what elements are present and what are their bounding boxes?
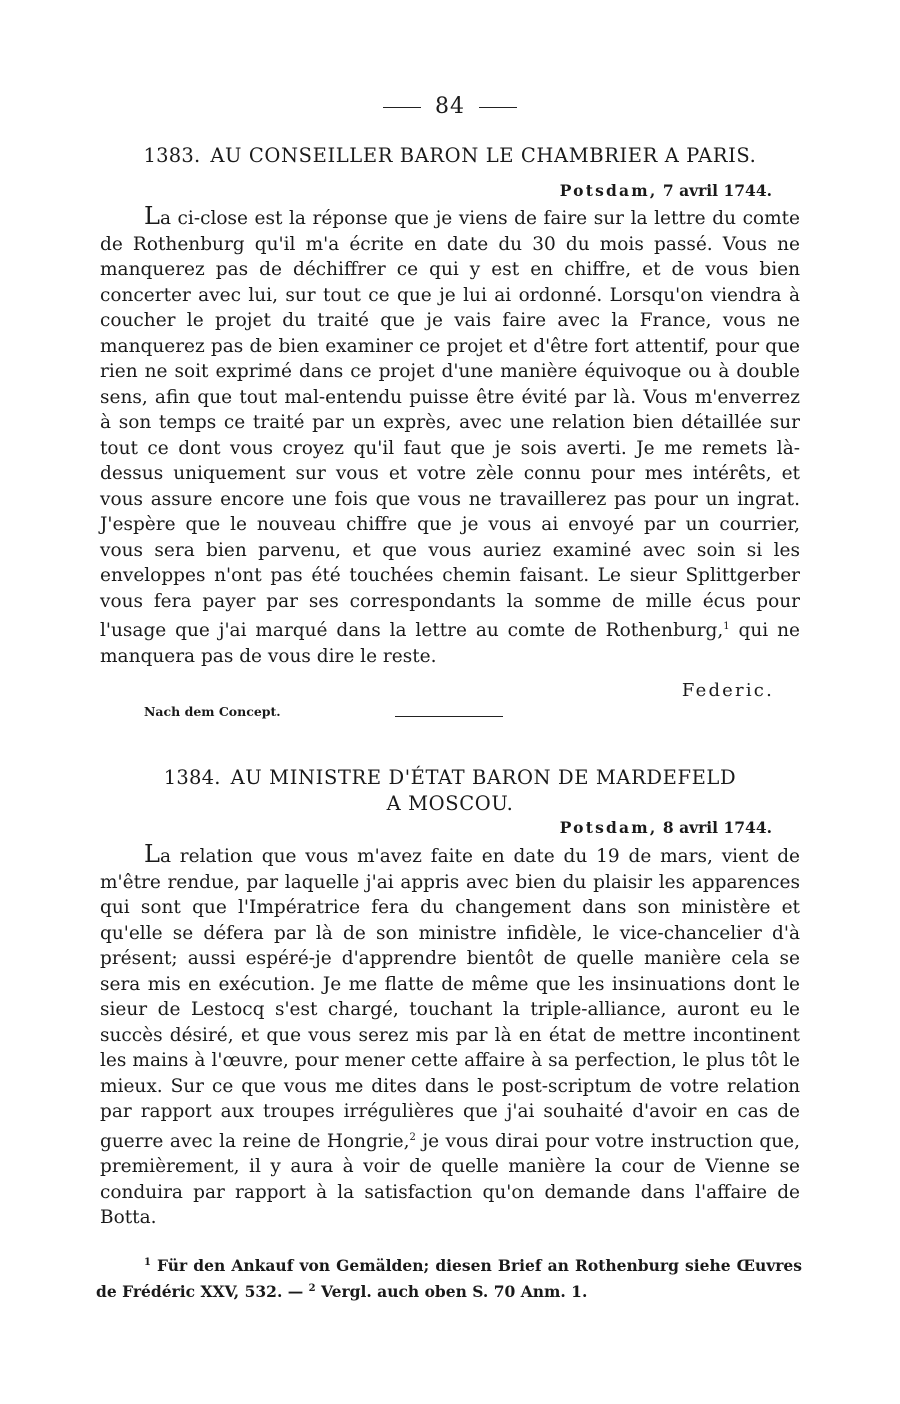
footnote-1-text: Für den Ankauf von Gemälden; diesen Brief an Rothenburg siehe Œuvres de Frédéric XXV, 532. — bbox=[96, 1256, 802, 1302]
letter-1383-initial: L bbox=[144, 202, 160, 230]
footnote-marker-2: 2 bbox=[409, 1131, 416, 1143]
letter-1384-text-end: je vous dirai pour votre instruction que, premièrement, il y aura à voir de quelle manière la cour de Vienne se conduira par rapport à la satisfaction qu'on demande dans l'affaire de Botta. bbox=[100, 1130, 800, 1229]
letter-1383-text-end: qui ne manquera pas de vous dire le reste. bbox=[100, 620, 800, 667]
footnote-1-marker: 1 bbox=[144, 1257, 151, 1268]
letter-1383-title: AU CONSEILLER BARON LE CHAMBRIER A PARIS. bbox=[210, 144, 757, 167]
letter-1383-source-note: Nach dem Concept. bbox=[144, 704, 281, 719]
footnote-block bbox=[96, 1251, 802, 1303]
letter-1384-text: a relation que vous m'avez faite en date du 19 de mars, vient de m'être rendue, par laquelle j'ai appris avec bien du plaisir les apparences qui sont que l'Impératrice fera du changement dans son ministère et qu'elle se défera par là de son ministre infidèle, le vice-chancelier d'à présent; aussi espéré-je d'apprendre bientôt de quelle manière cela se sera mis en exécution. Je me flatte de même que les insinuations dont le sieur de Lestocq s'est chargé, touchant la triple-alliance, auront eu le succès désiré, et que vous serez mis par là en état de mettre incontinent les mains à l'œuvre, pour mener cette affaire à sa perfection, le plus tôt le mieux. Sur ce que vous me dites dans le post-scriptum de votre relation par rapport aux troupes irrégulières que j'ai souhaité d'avoir en cas de guerre avec la reine de Hongrie, bbox=[100, 846, 800, 1152]
page-number bbox=[0, 94, 900, 119]
letter-1384-place: Potsdam, bbox=[559, 818, 658, 837]
page-number-dash-left bbox=[383, 107, 421, 108]
page-number-dash-right bbox=[479, 107, 517, 108]
section-divider bbox=[395, 716, 503, 717]
letter-1383-body bbox=[100, 204, 800, 669]
letter-1383-number: 1383. bbox=[143, 144, 201, 167]
letter-1384-heading bbox=[100, 765, 800, 817]
letter-1383-date: 7 avril 1744. bbox=[662, 181, 772, 200]
letter-1384-title-line1: AU MINISTRE D'ÉTAT BARON DE MARDEFELD bbox=[230, 766, 737, 789]
letter-1383-place: Potsdam, bbox=[559, 181, 658, 200]
letter-1384-date: 8 avril 1744. bbox=[662, 818, 772, 837]
letter-1384-number: 1384. bbox=[163, 766, 221, 789]
footnote-marker-1: 1 bbox=[723, 621, 730, 632]
page-number-text: 84 bbox=[435, 94, 465, 119]
letter-1383-text: a ci-close est la réponse que je viens de faire sur la lettre du comte de Rothenburg qu'il m'a écrite en date du 30 du mois passé. Vous ne manquerez pas de déchiffrer ce qui y est en chiffre, et de vous bien concerter avec lui, sur tout ce que je lui ai ordonné. Lorsqu'on viendra à coucher le projet du traité que je vais faire avec la France, vous ne manquerez pas de bien examiner ce projet et d'être fort attentif, pour que rien ne soit exprimé dans ce projet d'une manière équivoque ou à double sens, afin que tout mal-entendu puisse être évité par là. Vous m'enverrez à son temps ce traité par un exprès, avec une relation bien détaillée sur tout ce dont vous croyez qu'il faut que je sois averti. Je me remets là-dessus uniquement sur vous et votre zèle connu pour mes intérêts, et vous assure encore une fois que vous ne travaillerez pas pour un ingrat. J'espère que le nouveau chiffre que je vous ai envoyé par un courrier, vous sera bien parvenu, et que vous auriez examiné avec soin si les enveloppes n'ont pas été touchées chemin faisant. Le sieur Splittgerber vous fera payer par ses correspondants la somme de mille écus pour l'usage que j'ai marqué dans la lettre au comte de Rothenburg, bbox=[100, 208, 800, 642]
footnote-2-text: Vergl. auch oben S. 70 Anm. 1. bbox=[315, 1282, 588, 1302]
letter-1384-body bbox=[100, 842, 800, 1231]
letter-1383-heading bbox=[100, 143, 800, 169]
letter-1383-dateline bbox=[560, 181, 772, 200]
letter-1383-signature: Federic. bbox=[681, 680, 774, 701]
letter-1384-title-line2: A MOSCOU. bbox=[386, 792, 514, 815]
footnotes bbox=[96, 1251, 802, 1303]
letter-1384-initial: L bbox=[144, 840, 160, 868]
letter-1384-dateline bbox=[560, 818, 772, 837]
footnote-2-marker: 2 bbox=[308, 1283, 316, 1295]
